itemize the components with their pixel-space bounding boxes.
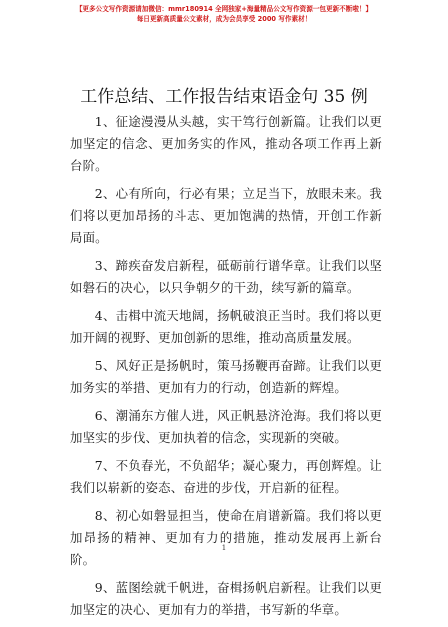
paragraph-2: 2、心有所向，行必有果；立足当下，放眼未来。我们将以更加昂扬的斗志、更加饱满的热情，开创工作新局面。 [70,186,382,245]
promo-banner [0,4,448,24]
paragraph-6: 6、潮涌东方催人进，风正帆悬济沧海。我们将以更加坚实的步伐、更加执着的信念，实现新的突破。 [70,408,382,445]
paragraph-3: 3、蹄疾奋发启新程，砥砺前行谱华章。让我们以坚如磐石的决心，以只争朝夕的干劲，续写新的篇章。 [70,258,382,295]
promo-banner-line1: 【更多公文写作资源请加微信：mmr180914 全网独家+海量精品公文写作资源一包更新不断啦！】 [75,5,373,13]
paragraph-5: 5、风好正是扬帆时，策马扬鞭再奋蹄。让我们以更加务实的举措、更加有力的行动，创造新的辉煌。 [70,358,382,395]
paragraph-7: 7、不负春光，不负韶华；凝心聚力，再创辉煌。让我们以崭新的姿态、奋进的步伐，开启新的征程。 [70,458,382,495]
paragraph-4: 4、击楫中流天地阔，扬帆破浪正当时。我们将以更加开阔的视野、更加创新的思维，推动高质量发展。 [70,308,382,345]
promo-banner-line2: 每日更新高质量公文素材，成为会员享受 2000 写作素材！ [136,15,312,23]
paragraph-9: 9、蓝图绘就千帆进，奋楫扬帆启新程。让我们以更加坚定的决心、更加有力的举措，书写新的华章。 [70,580,382,617]
page-number: 1 [221,544,227,552]
paragraph-1: 1、征途漫漫从头越，实干笃行创新篇。让我们以更加坚定的信念、更加务实的作风，推动各项工作再上新台阶。 [70,114,382,173]
paragraph-8: 8、初心如磐显担当，使命在肩谱新篇。我们将以更加昂扬的精神、更加有力的措施，推动发展再上新台阶。 [70,508,382,567]
document-title: 工作总结、工作报告结束语金句 35 例 [80,87,368,107]
